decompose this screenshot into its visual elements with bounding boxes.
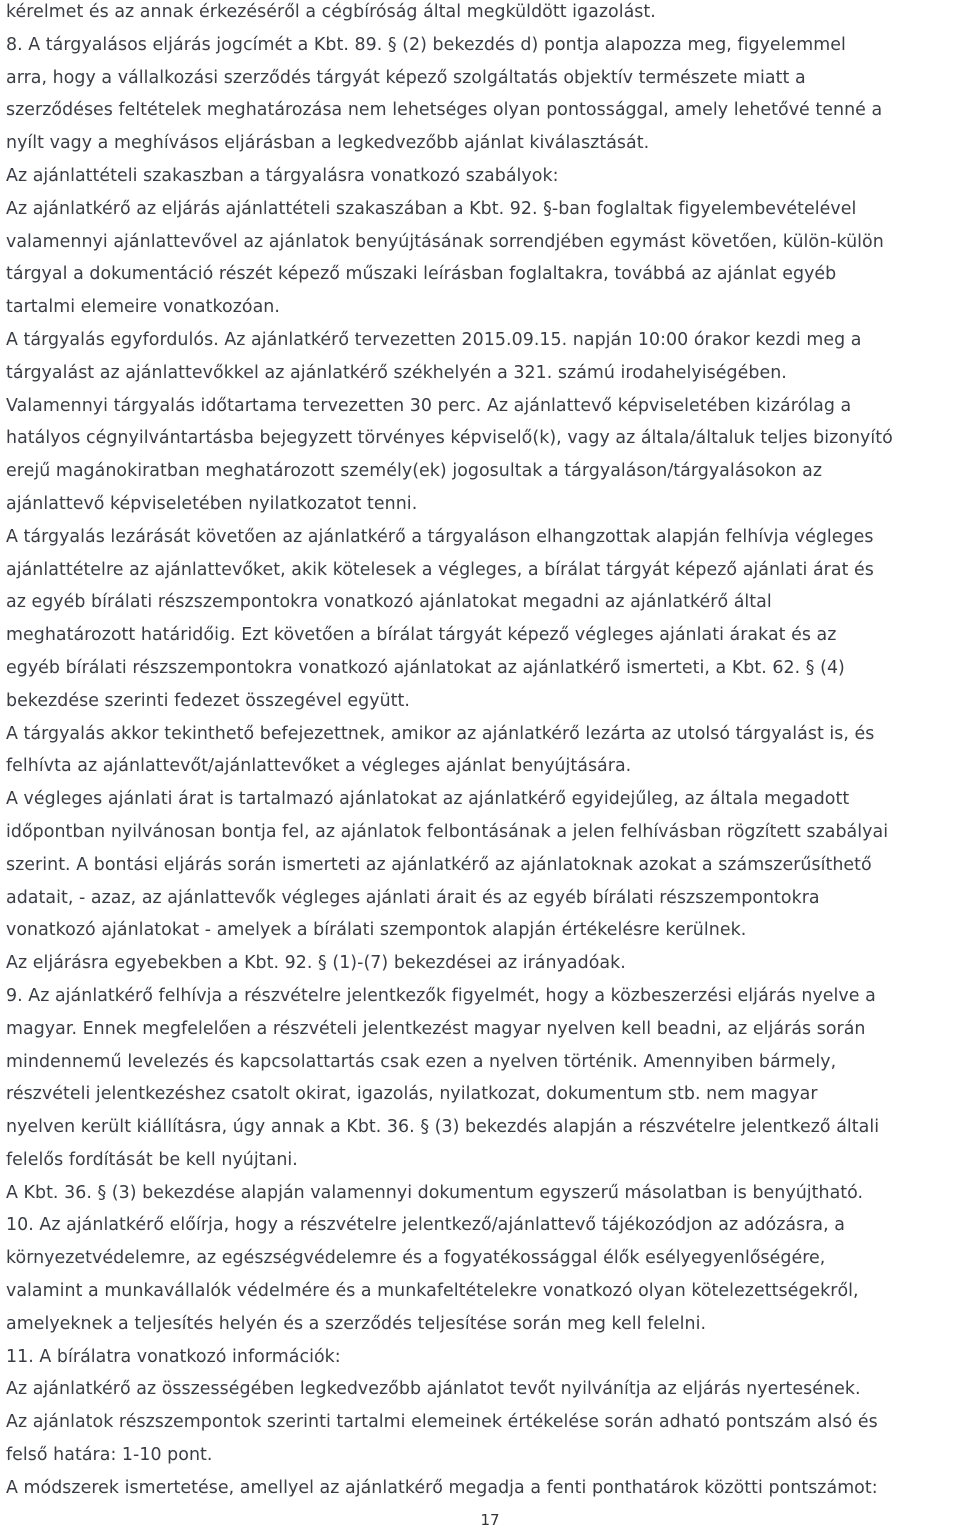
text-line: tárgyal a dokumentáció részét képező műszaki leírásban foglaltakra, továbbá az ajánlat egyéb [6,264,837,285]
text-line: valamennyi ajánlattevővel az ajánlatok benyújtásának sorrendjében egymást követően, külön-külön [6,231,884,252]
text-line: amelyeknek a teljesítés helyén és a szerződés teljesítése során meg kell felelni. [6,1313,707,1334]
text-line: A módszerek ismertetése, amellyel az ajánlatkérő megadja a fenti ponthatárok közötti pontszámot: [6,1477,878,1498]
text-line: ajánlattevő képviseletében nyilatkozatot tenni. [6,493,418,514]
text-line: A tárgyalás lezárását követően az ajánlatkérő a tárgyaláson elhangzottak alapján felhívja végleges [6,526,874,547]
page-number: 17 [480,1511,500,1529]
text-line: szerződéses feltételek meghatározása nem lehetséges olyan pontossággal, amely lehetővé tenné a [6,100,883,121]
text-line: arra, hogy a vállalkozási szerződés tárgyát képező szolgáltatás objektív természete miatt a [6,67,806,88]
text-line: erejű magánokiratban meghatározott személy(ek) jogosultak a tárgyaláson/tárgyalásokon az [6,461,822,482]
text-line: az egyéb bírálati részszempontokra vonatkozó ajánlatokat megadni az ajánlatkérő által [6,592,772,613]
text-line: 9. Az ajánlatkérő felhívja a részvételre jelentkezők figyelmét, hogy a közbeszerzési eljárás nyelve a [6,985,876,1006]
text-line: Valamennyi tárgyalás időtartama tervezetten 30 perc. Az ajánlattevő képviseletében kizárólag a [6,395,852,416]
text-line: bekezdése szerinti fedezet összegével együtt. [6,690,410,711]
text-line: környezetvédelemre, az egészségvédelemre és a fogyatékossággal élők esélyegyenlőségére, [6,1248,826,1269]
text-line: hatályos cégnyilvántartásba bejegyzett törvényes képviselő(k), vagy az általa/általuk teljes bizonyító [6,428,893,449]
text-line: egyéb bírálati részszempontokra vonatkozó ajánlatokat az ajánlatkérő ismerteti, a Kbt. 62. § (4) [6,657,845,678]
text-line: ajánlattételre az ajánlattevőket, akik kötelesek a végleges, a bírálat tárgyát képező ajánlati árat és [6,559,874,580]
text-line: A tárgyalás egyfordulós. Az ajánlatkérő tervezetten 2015.09.15. napján 10:00 órakor kezdi meg a [6,329,862,350]
text-line: nyílt vagy a meghívásos eljárásban a legkedvezőbb ajánlat kiválasztását. [6,133,650,154]
text-line: Az ajánlattételi szakaszban a tárgyalásra vonatkozó szabályok: [6,165,559,186]
text-line: felhívta az ajánlattevőt/ajánlattevőket a végleges ajánlat benyújtására. [6,756,632,777]
text-line: 10. Az ajánlatkérő előírja, hogy a részvételre jelentkező/ajánlattevő tájékozódjon az adózásra, a [6,1215,845,1236]
text-line: Az eljárásra egyebekben a Kbt. 92. § (1)-(7) bekezdései az irányadóak. [6,953,626,974]
text-line: Az ajánlatok részszempontok szerinti tartalmi elemeinek értékelése során adható pontszám alsó és [6,1412,878,1433]
document-body [6,0,956,1505]
text-line: 8. A tárgyalásos eljárás jogcímét a Kbt. 89. § (2) bekezdés d) pontja alapozza meg, figyelemmel [6,34,846,55]
text-line: valamint a munkavállalók védelmére és a munkafeltételekre vonatkozó olyan kötelezettségekről, [6,1281,859,1302]
text-line: részvételi jelentkezéshez csatolt okirat, igazolás, nyilatkozat, dokumentum stb. nem magyar [6,1084,818,1105]
text-line: szerint. A bontási eljárás során ismerteti az ajánlatkérő az ajánlatoknak azokat a számszerűsíthető [6,854,872,875]
text-line: magyar. Ennek megfelelően a részvételi jelentkezést magyar nyelven kell beadni, az eljárás során [6,1018,866,1039]
text-line: tartalmi elemeire vonatkozóan. [6,297,280,318]
text-line: adatait, - azaz, az ajánlattevők végleges ajánlati árait és az egyéb bírálati részszempontokra [6,887,820,908]
text-line: Az ajánlatkérő az eljárás ajánlattételi szakaszában a Kbt. 92. §-ban foglaltak figyelembevételével [6,198,857,219]
text-line: meghatározott határidőig. Ezt követően a bírálat tárgyát képező végleges ajánlati árakat és az [6,625,837,646]
text-line: nyelven került kiállításra, úgy annak a Kbt. 36. § (3) bekezdés alapján a részvételre jelentkező általi [6,1117,880,1138]
text-line: vonatkozó ajánlatokat - amelyek a bírálati szempontok alapján értékelésre kerülnek. [6,920,747,941]
text-line: felelős fordítását be kell nyújtani. [6,1149,298,1170]
text-line: A Kbt. 36. § (3) bekezdése alapján valamennyi dokumentum egyszerű másolatban is benyújtható. [6,1182,864,1203]
text-line: A tárgyalás akkor tekinthető befejezettnek, amikor az ajánlatkérő lezárta az utolsó tárgyalást is, és [6,723,875,744]
text-line: Az ajánlatkérő az összességében legkedvezőbb ajánlatot tevőt nyilvánítja az eljárás nyertesének. [6,1379,861,1400]
text-line: tárgyalást az ajánlattevőkkel az ajánlatkérő székhelyén a 321. számú irodahelyiségében. [6,362,787,383]
text-line: A végleges ajánlati árat is tartalmazó ajánlatokat az ajánlatkérő egyidejűleg, az általa megadott [6,789,850,810]
text-line: kérelmet és az annak érkezéséről a cégbíróság által megküldött igazolást. [6,2,656,22]
text-line: 11. A bírálatra vonatkozó információk: [6,1346,341,1367]
text-line: mindennemű levelezés és kapcsolattartás csak ezen a nyelven történik. Amennyiben bármely, [6,1051,837,1072]
text-line: felső határa: 1-10 pont. [6,1445,213,1466]
text-line: időpontban nyilvánosan bontja fel, az ajánlatok felbontásának a jelen felhívásban rögzített szabályai [6,821,889,842]
